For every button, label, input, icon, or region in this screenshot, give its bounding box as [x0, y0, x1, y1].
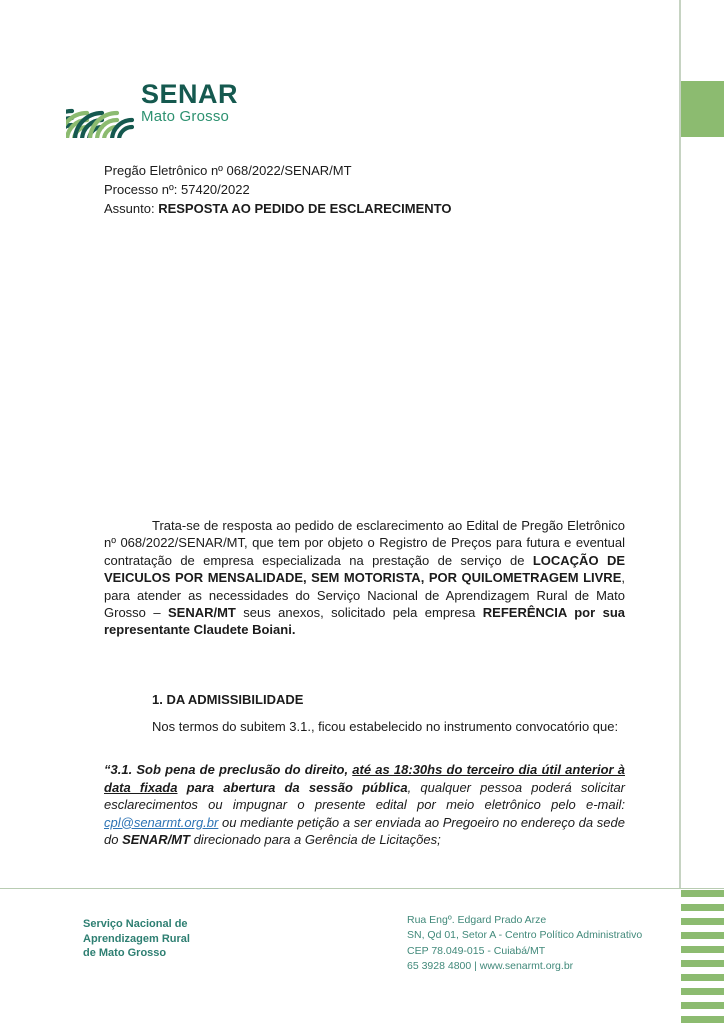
green-stripes-decoration: [681, 890, 724, 1024]
logo-text: [141, 78, 238, 125]
footer-org-line: de Mato Grosso: [83, 947, 167, 959]
footer-address-line: SN, Qd 01, Setor A - Centro Político Administrativo: [407, 929, 643, 942]
intro-text: seus anexos, solicitado pela empresa: [235, 605, 483, 621]
clause-text: ou mediante petição a ser enviada ao Pregoeiro no endereço da sede do: [104, 814, 625, 847]
quoted-clause-3-1: [104, 761, 625, 849]
footer-address-block: [407, 913, 642, 974]
company-highlight: REFERÊNCIA por sua representante Claudete Boiani.: [104, 605, 625, 638]
document-header: [104, 161, 625, 218]
footer-divider-line: [0, 888, 724, 889]
footer-address-line: 65 3928 4800 | www.senarmt.org.br: [407, 959, 574, 972]
assunto-label: Assunto:: [104, 201, 159, 216]
assunto-value: RESPOSTA AO PEDIDO DE ESCLARECIMENTO: [158, 201, 452, 216]
clause-text: direcionado para a Gerência de Licitações;: [189, 832, 441, 847]
footer-org-line: Serviço Nacional de: [83, 918, 188, 930]
senar-sheaf-icon: [66, 78, 134, 138]
footer-address-line: CEP 78.049-015 - Cuiabá/MT: [407, 944, 546, 957]
intro-text: Trata-se de resposta ao pedido de esclarecimento ao Edital de Pregão Eletrônico nº 068/2022/SENAR/MT, que tem por objeto o Registro de Preços para futura e eventual contratação de empresa especializada na prestação de serviço de: [104, 518, 625, 568]
header-pregao-line: Pregão Eletrônico nº 068/2022/SENAR/MT: [104, 163, 352, 178]
terms-paragraph: Nos termos do subitem 3.1., ficou estabelecido no instrumento convocatório que:: [152, 719, 619, 734]
header-processo-line: Processo nº: 57420/2022: [104, 182, 250, 197]
intro-text: , para atender as necessidades do Serviço Nacional de Aprendizagem Rural de Mato Grosso –: [104, 570, 625, 621]
footer-org-line: Aprendizagem Rural: [83, 932, 190, 945]
senar-logo: [66, 78, 238, 138]
header-assunto-line: [104, 199, 625, 218]
object-highlight: LOCAÇÃO DE VEICULOS POR MENSALIDADE, SEM MOTORISTA, POR QUILOMETRAGEM LIVRE: [104, 552, 626, 586]
clause-bold-text: para abertura da sessão pública: [177, 779, 408, 795]
logo-region-name: Mato Grosso: [141, 108, 230, 125]
email-link[interactable]: cpl@senarmt.org.br: [104, 814, 219, 830]
clause-senar-mt: SENAR/MT: [122, 832, 190, 847]
intro-paragraph: [104, 517, 625, 639]
clause-text: , qualquer pessoa poderá solicitar esclarecimentos ou impugnar o presente edital por meio eletrônico pelo e-mail:: [104, 779, 626, 812]
green-accent-block: [681, 81, 724, 137]
clause-underlined-deadline: até as 18:30hs do terceiro dia útil anterior à data fixada: [104, 762, 625, 795]
senar-mt-highlight: SENAR/MT: [167, 605, 236, 621]
section-heading-admissibilidade: 1. DA ADMISSIBILIDADE: [152, 692, 304, 707]
footer-organization-name: [83, 917, 190, 961]
logo-brand-name: SENAR: [141, 79, 239, 109]
clause-bold-text: “3.1. Sob pena de preclusão do direito,: [104, 762, 353, 777]
footer-address-line: Rua Engº. Edgard Prado Arze: [407, 914, 547, 926]
